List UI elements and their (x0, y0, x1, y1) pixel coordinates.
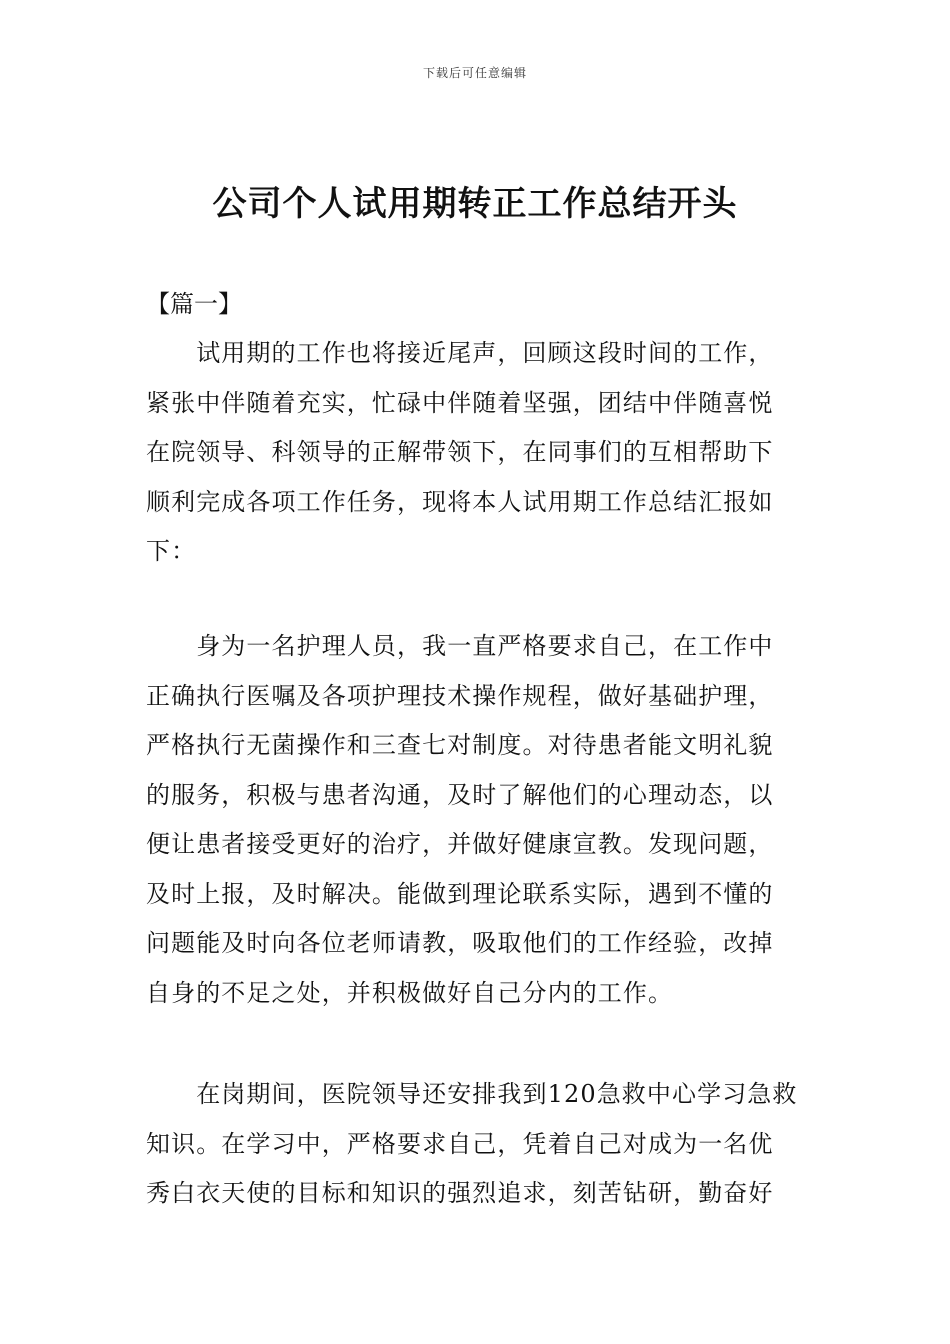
paragraph-line: 秀白衣天使的目标和知识的强烈追求，刻苦钻研，勤奋好 (146, 1179, 774, 1207)
section-label: 【篇一】 (146, 290, 242, 318)
paragraph-line: 的服务，积极与患者沟通，及时了解他们的心理动态，以 (146, 780, 774, 809)
paragraph-2 (146, 622, 806, 1018)
paragraph-line: 试用期的工作也将接近尾声，回顾这段时间的工作， (146, 339, 774, 367)
paragraph-line: 问题能及时向各位老师请教，吸取他们的工作经验，改掉 (146, 929, 774, 957)
paragraph-3 (146, 1070, 806, 1219)
document-title: 公司个人试用期转正工作总结开头 (212, 184, 738, 224)
paragraph-line: 正确执行医嘱及各项护理技术操作规程，做好基础护理， (146, 681, 774, 710)
paragraph-line: 知识。在学习中，严格要求自己，凭着自己对成为一名优 (146, 1129, 774, 1158)
paragraph-line: 紧张中伴随着充实，忙碌中伴随着坚强，团结中伴随喜悦 (146, 388, 774, 417)
paragraph-line: 在岗期间，医院领导还安排我到120急救中心学习急救 (146, 1080, 798, 1108)
paragraph-line: 严格执行无菌操作和三查七对制度。对待患者能文明礼貌 (146, 731, 774, 759)
paragraph-line: 顺利完成各项工作任务，现将本人试用期工作总结汇报如 (146, 487, 774, 516)
paragraph-1 (146, 329, 806, 577)
paragraph-line: 自身的不足之处，并积极做好自己分内的工作。 (146, 978, 674, 1007)
paragraph-line: 在院领导、科领导的正解带领下，在同事们的互相帮助下 (146, 438, 774, 466)
paragraph-line: 身为一名护理人员，我一直严格要求自己，在工作中 (146, 632, 774, 660)
paragraph-line: 下： (146, 537, 197, 565)
paragraph-line: 及时上报，及时解决。能做到理论联系实际，遇到不懂的 (146, 879, 774, 908)
header-note: 下载后可任意编辑 (422, 66, 527, 80)
paragraph-line: 便让患者接受更好的治疗，并做好健康宣教。发现问题， (146, 830, 774, 858)
